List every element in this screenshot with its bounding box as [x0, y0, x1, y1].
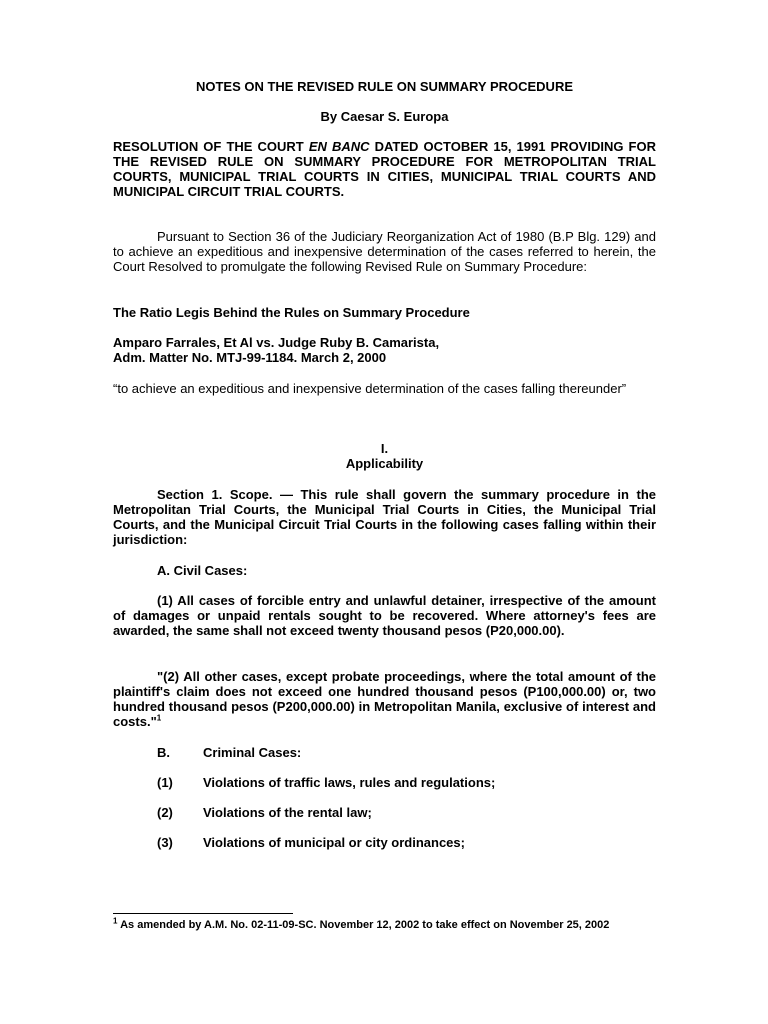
- criminal-heading: Criminal Cases:: [203, 745, 302, 760]
- resolution-text-2: DATED OCTOBER 15, 1991 PROVIDING FOR THE REVISED RULE ON SUMMARY PROCEDURE FOR METROPOLITAN TRIAL COURTS, MUNICIPAL TRIAL COURTS IN CITIES, MUNICIPAL TRIAL COURTS AND MUNICIPAL CIRCUIT TRIAL COURTS.: [113, 139, 656, 199]
- civil-case-1: (1) All cases of forcible entry and unlawful detainer, irrespective of the amount of damages or unpaid rentals sought to be recovered. Where attorney's fees are awarded, the same shall not exceed twenty thousand pesos (P20,000.00).: [113, 593, 656, 638]
- criminal-item-number: (2): [157, 805, 173, 820]
- section-title: Applicability: [345, 456, 424, 471]
- pursuant-paragraph: Pursuant to Section 36 of the Judiciary Reorganization Act of 1980 (B.P Blg. 129) and to achieve an expeditious and inexpensive determination of the cases referred to herein, the Court Resolved to promulgate the following Revised Rule on Summary Procedure:: [113, 229, 656, 274]
- footnote-mark: 1: [113, 916, 118, 926]
- civil-case-2: [113, 669, 656, 729]
- case-citation-line-2: Adm. Matter No. MTJ-99-1184. March 2, 2000: [113, 350, 387, 365]
- civil-case-2-text: "(2) All other cases, except probate proceedings, where the total amount of the plaintiff's claim does not exceed one hundred thousand pesos (P100,000.00) or, two hundred thousand pesos (P200,000.00) in Metropolitan Manila, exclusive of interest and costs.": [113, 669, 656, 729]
- resolution-text-1: RESOLUTION OF THE COURT: [113, 139, 309, 154]
- footnote-text: As amended by A.M. No. 02-11-09-SC. November 12, 2002 to take effect on November 25, 2002: [117, 919, 610, 931]
- resolution-heading: [113, 139, 656, 199]
- criminal-item-text: Violations of the rental law;: [203, 805, 372, 820]
- criminal-item-text: Violations of municipal or city ordinances;: [203, 835, 465, 850]
- ratio-legis-heading: The Ratio Legis Behind the Rules on Summary Procedure: [113, 305, 470, 320]
- section-number: I.: [380, 441, 389, 456]
- footnote-1: [113, 918, 656, 932]
- criminal-item-number: (1): [157, 775, 173, 790]
- case-citation-line-1: Amparo Farrales, Et Al vs. Judge Ruby B. Camarista,: [113, 335, 440, 350]
- document-author: By Caesar S. Europa: [320, 109, 449, 124]
- footnote-separator: [113, 913, 293, 914]
- footnote-ref-1[interactable]: 1: [156, 713, 162, 723]
- resolution-en-banc: EN BANC: [308, 139, 370, 154]
- criminal-item-number: (3): [157, 835, 173, 850]
- criminal-item-text: Violations of traffic laws, rules and regulations;: [203, 775, 496, 790]
- ratio-quote: “to achieve an expeditious and inexpensive determination of the cases falling thereunder”: [113, 381, 627, 396]
- document-title: NOTES ON THE REVISED RULE ON SUMMARY PROCEDURE: [195, 79, 574, 94]
- criminal-label: B.: [157, 745, 170, 760]
- section-1-scope: Section 1. Scope. — This rule shall govern the summary procedure in the Metropolitan Trial Courts, the Municipal Trial Courts in Cities, the Municipal Trial Courts, and the Municipal Circuit Trial Courts in the following cases falling within their jurisdiction:: [113, 487, 656, 547]
- civil-cases-heading: A. Civil Cases:: [157, 563, 248, 578]
